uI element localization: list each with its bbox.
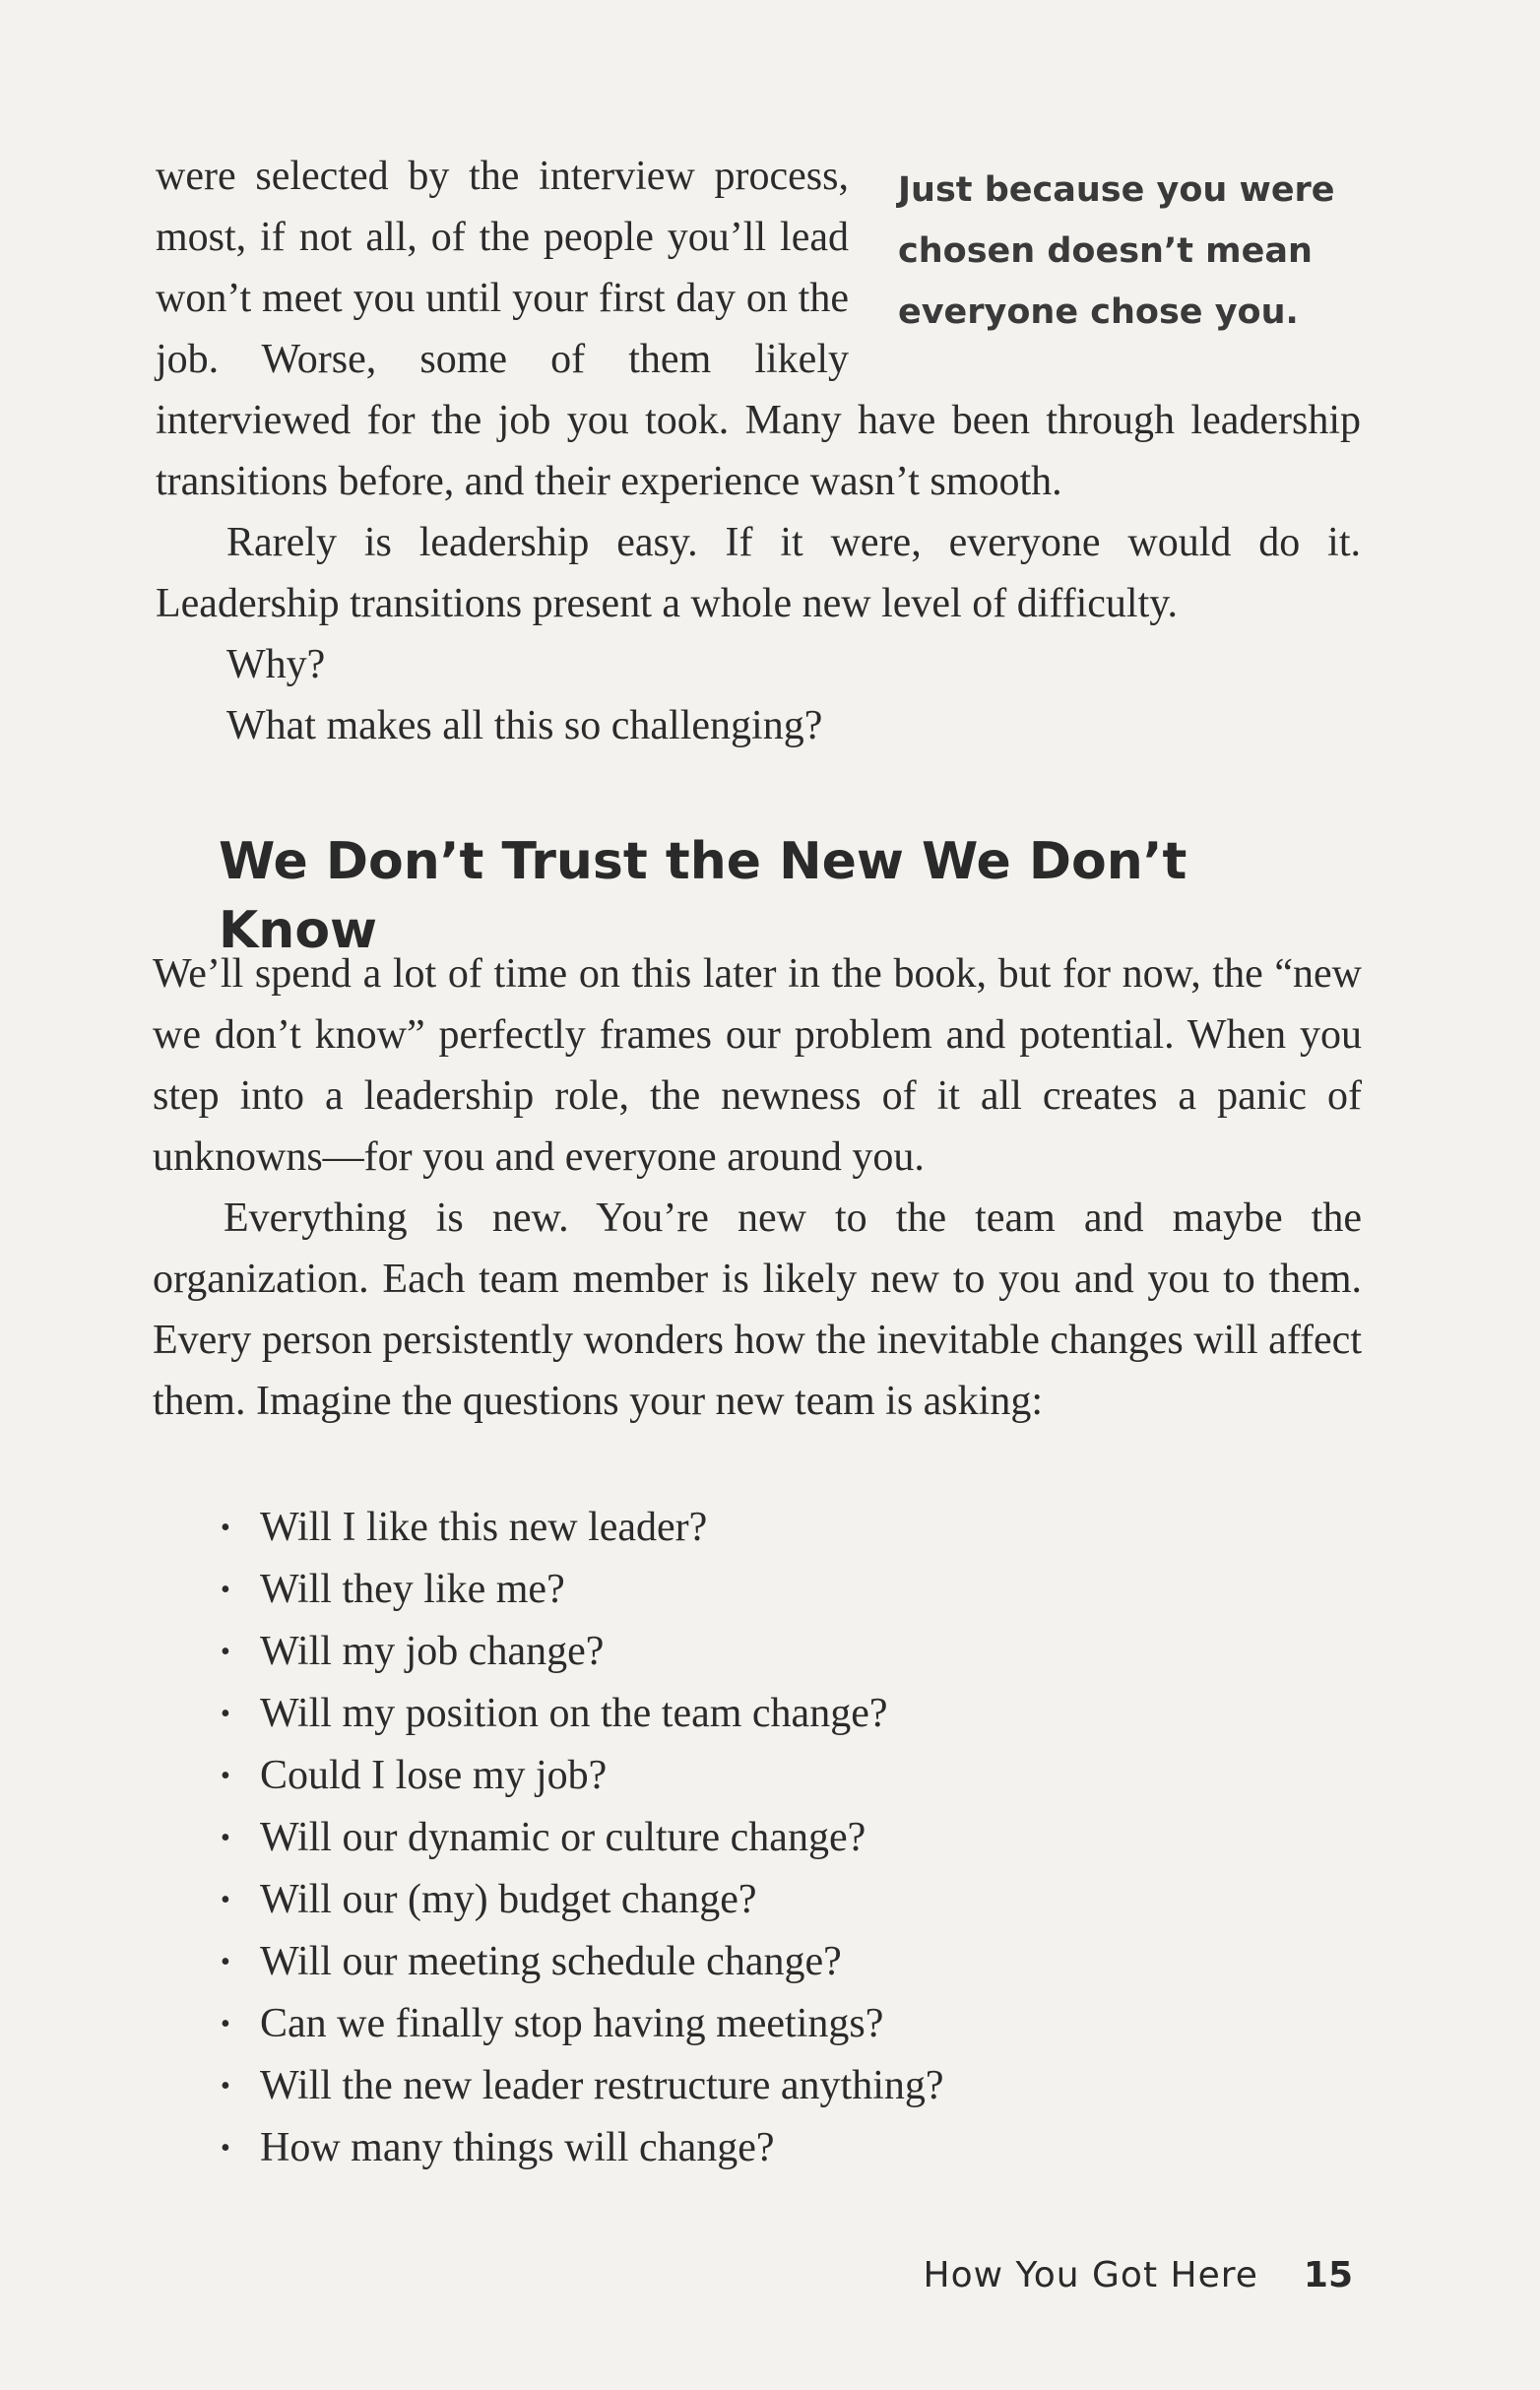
list-item: • Could I lose my job? [217,1745,1300,1807]
wrapped-paragraph-area [156,146,1361,512]
bullet-icon: • [221,1575,230,1605]
list-item: • Will our meeting schedule change? [217,1931,1300,1993]
page-number: 15 [1303,2255,1353,2295]
paragraph: Rarely is leadership easy. If it were, everyone would do it. Leadership transitions present a whole new level of difficulty. [156,520,1361,626]
bullet-icon: • [221,2009,230,2039]
bottom-text-block [153,943,1362,1432]
bullet-icon: • [221,1699,230,1729]
paragraph-continued: were selected by the interview process, most, if not all, of the people you’ll lead won’t meet you until your first day on the job. Worse, some of them likely interviewed for the job you took. Many have been through leadership transitions before, and their experience wasn’t smooth. [156,154,1361,504]
list-item: • Will I like this new leader? [217,1497,1300,1559]
bullet-icon: • [221,1761,230,1791]
list-item: • Will my position on the team change? [217,1683,1300,1745]
bullet-icon: • [221,1823,230,1853]
bullet-icon: • [221,1947,230,1977]
top-text-block [156,146,1361,756]
list-item: • Can we finally stop having meetings? [217,1993,1300,2055]
bullet-icon: • [221,1513,230,1543]
paragraph-why: Why? [226,642,326,687]
page-footer [924,2255,1353,2295]
bullet-icon: • [221,2071,230,2101]
list-item: • Will they like me? [217,1559,1300,1621]
list-item: • Will the new leader restructure anything? [217,2055,1300,2117]
paragraph: We’ll spend a lot of time on this later in the book, but for now, the “new we don’t know” perfectly frames our problem and potential. When you step into a leadership role, the newness of it all creates a panic of unknowns—for you and everyone around you. [153,951,1362,1180]
bullet-icon: • [221,2133,230,2164]
running-title: How You Got Here [923,2255,1258,2295]
list-item: • Will our dynamic or culture change? [217,1807,1300,1869]
list-item: • Will our (my) budget change? [217,1869,1300,1931]
list-item: • Will my job change? [217,1621,1300,1683]
pull-quote: Just because you were chosen doesn’t mean everyone chose you. [898,170,1335,332]
bullet-icon: • [221,1637,230,1667]
question-list [217,1497,1300,2179]
paragraph: Everything is new. You’re new to the team and maybe the organization. Each team member is likely new to you and you to them. Every person persistently wonders how the inevitable changes will affect them. Imagine the questions your new team is asking: [153,1195,1362,1424]
list-item: • How many things will change? [217,2117,1300,2179]
paragraph-question: What makes all this so challenging? [226,703,823,748]
section-heading: We Don’t Trust the New We Don’t Know [219,832,1187,960]
bullet-icon: • [221,1885,230,1915]
